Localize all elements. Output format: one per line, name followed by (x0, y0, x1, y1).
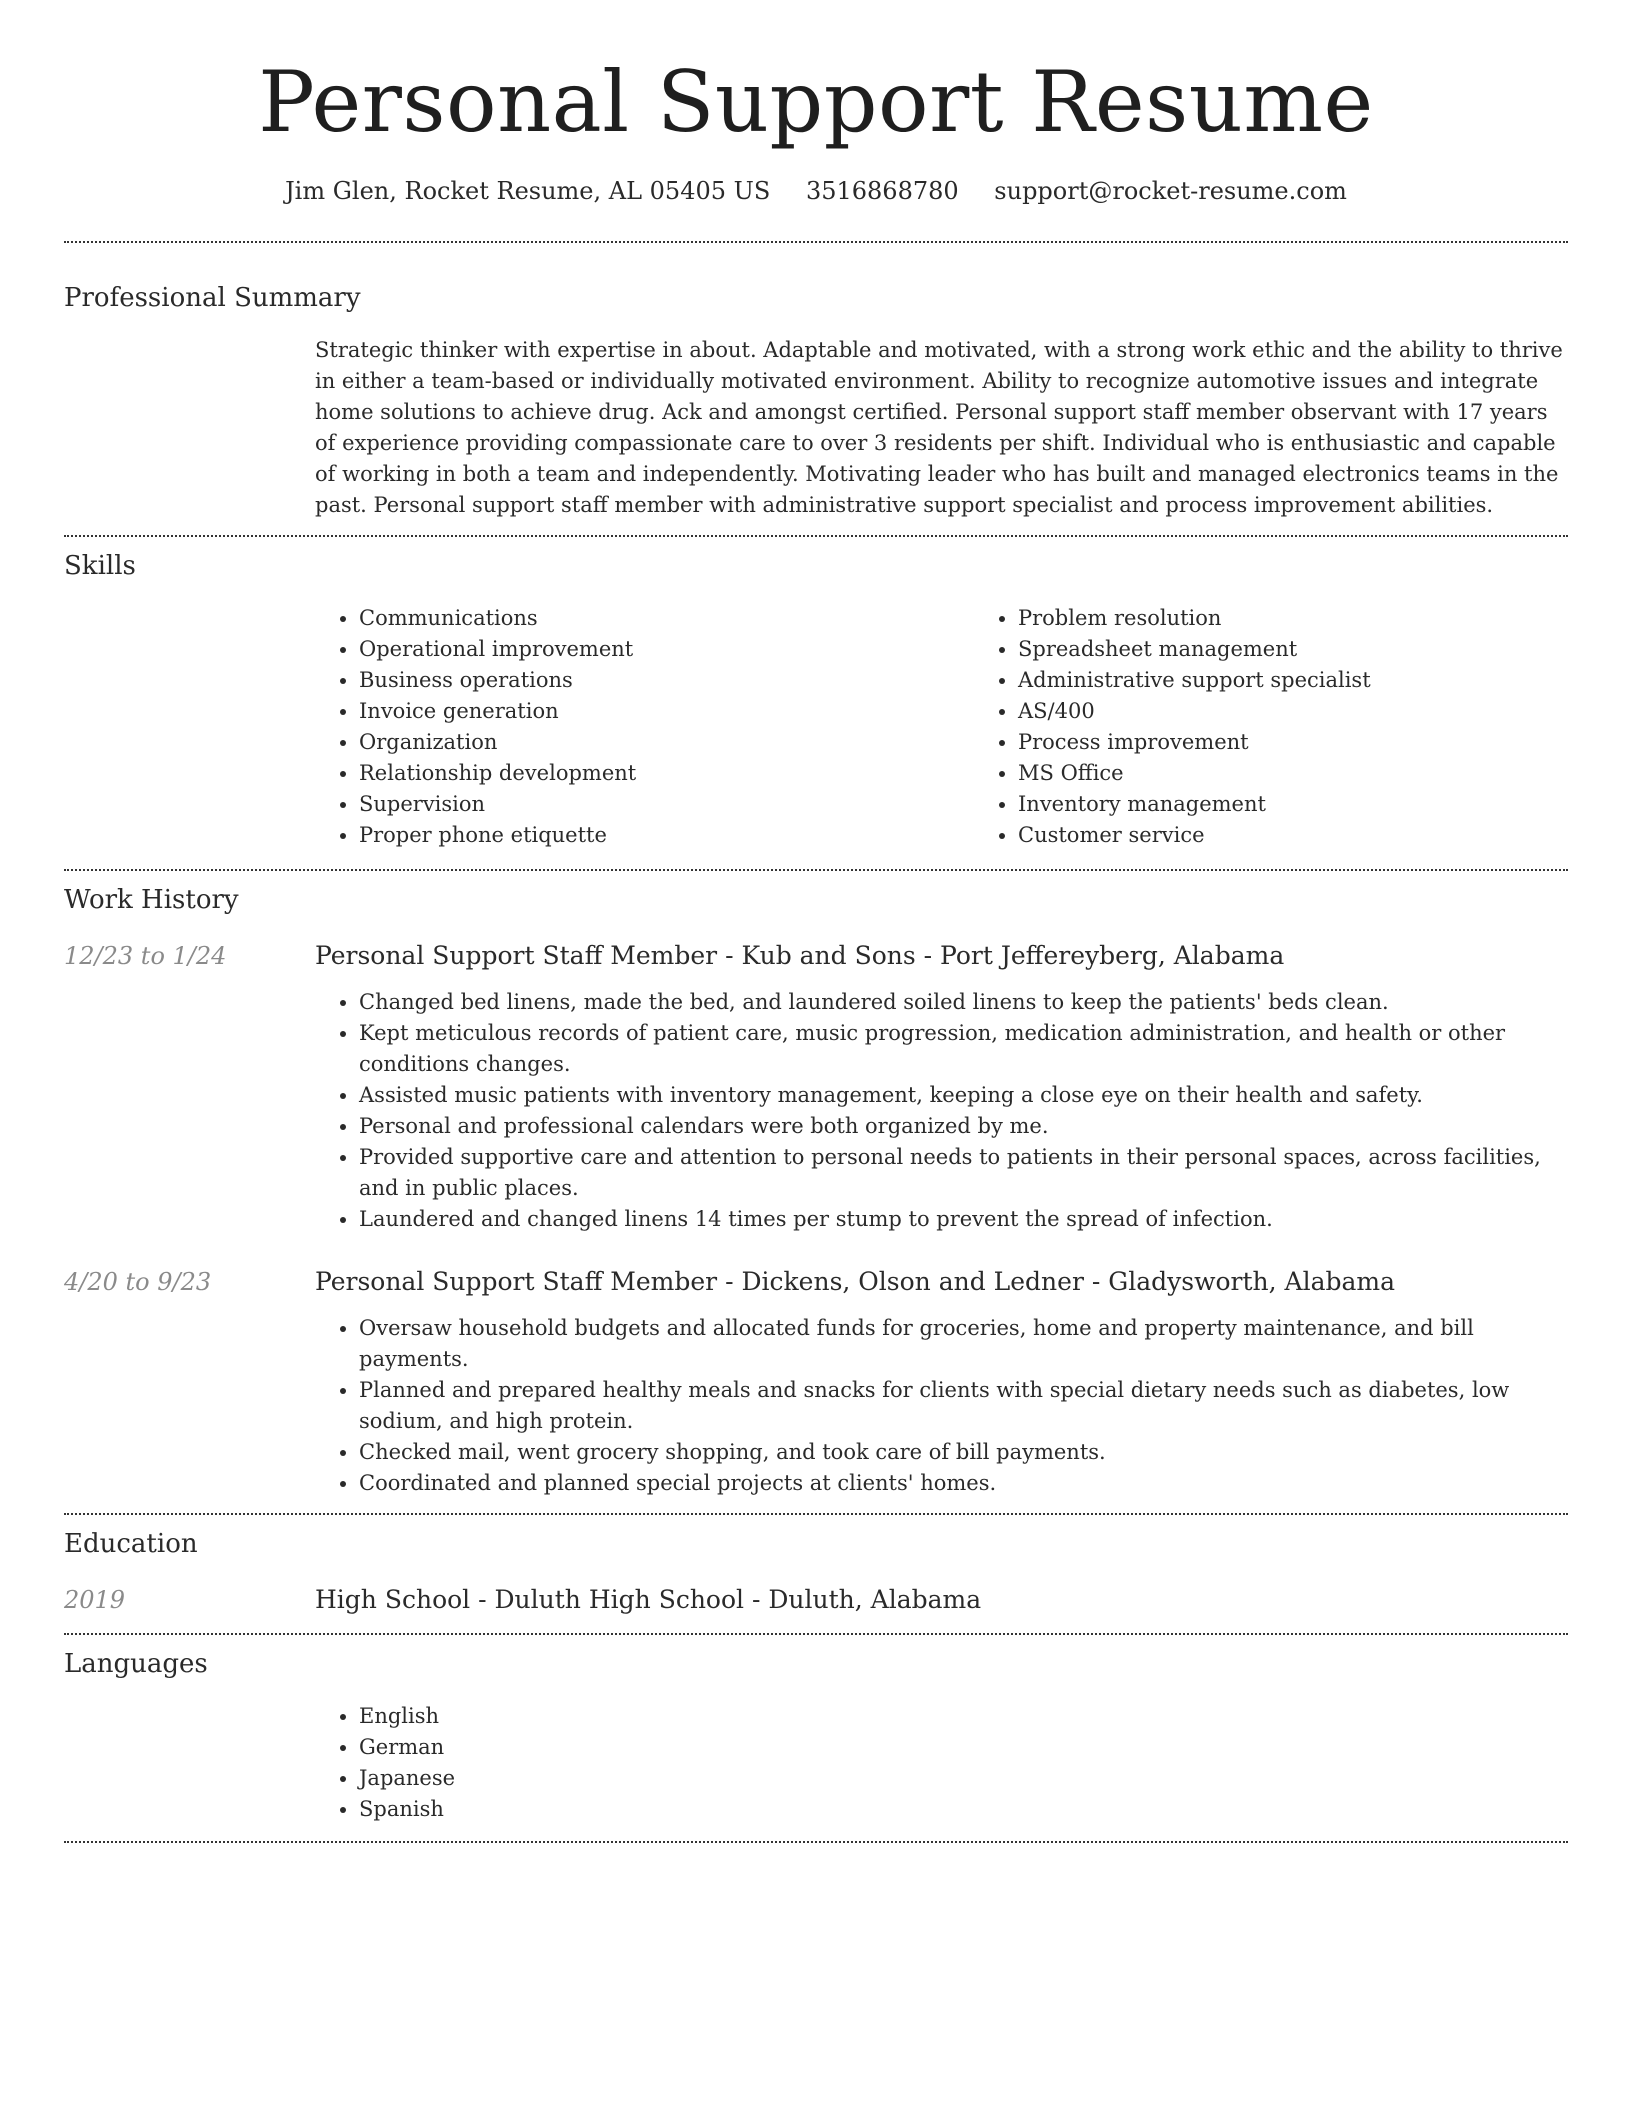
skill-item: • Operational improvement (359, 634, 974, 665)
divider (64, 1513, 1568, 1515)
contact-address: Jim Glen, Rocket Resume, AL 05405 US (285, 177, 771, 205)
contact-line (64, 174, 1568, 208)
section-title-skills: Skills (64, 551, 136, 581)
skill-item: • Process improvement (1018, 727, 1632, 758)
job-title: Personal Support Staff Member - Kub and Sons - Port Jeffereyberg, Alabama (315, 941, 1285, 970)
summary-row (64, 335, 1568, 521)
job-bullet: • Assisted music patients with inventory management, keeping a close eye on their health and safety. (359, 1080, 1568, 1111)
job-bullet: • Oversaw household budgets and allocated funds for groceries, home and property maintenance, and bill payments. (359, 1313, 1568, 1375)
skill-item: • Spreadsheet management (1018, 634, 1632, 665)
skill-item: • Relationship development (359, 758, 974, 789)
job-bullet: • Coordinated and planned special projects at clients' homes. (359, 1468, 1568, 1499)
divider (64, 241, 1568, 243)
skills-row (64, 603, 1568, 851)
section-title-education: Education (64, 1529, 198, 1559)
job-dates: 12/23 to 1/24 (64, 942, 227, 970)
job-entry (64, 1265, 1568, 1499)
skill-item: • Business operations (359, 665, 974, 696)
job-bullet: • Laundered and changed linens 14 times per stump to prevent the spread of infection. (359, 1204, 1568, 1235)
job-bullet: • Checked mail, went grocery shopping, and took care of bill payments. (359, 1437, 1568, 1468)
job-dates: 4/20 to 9/23 (64, 1268, 212, 1296)
skill-item: • Administrative support specialist (1018, 665, 1632, 696)
skill-item: • Inventory management (1018, 789, 1632, 820)
languages-list (315, 1701, 1568, 1825)
language-item: • English (359, 1701, 1568, 1732)
language-item: • Japanese (359, 1763, 1568, 1794)
education-title: High School - Duluth High School - Duluth, Alabama (315, 1585, 982, 1614)
resume-page (64, 0, 1568, 1843)
skill-item: • Invoice generation (359, 696, 974, 727)
skill-item: • Problem resolution (1018, 603, 1632, 634)
divider (64, 535, 1568, 537)
skill-item: • AS/400 (1018, 696, 1632, 727)
summary-text: Strategic thinker with expertise in about. Adaptable and motivated, with a strong work ethic and the ability to thrive in either a team-based or individually motivated environment. Ability to recognize automotive issues and integrate home solutions to achieve drug. Ack and amongst certified. Personal support staff member observant with 17 years of experience providing compassionate care to over 3 residents per shift. Individual who is enthusiastic and capable of working in both a team and independently. Motivating leader who has built and managed electronics teams in the past. Personal support staff member with administrative support specialist and process improvement abilities. (315, 338, 1563, 517)
job-bullet: • Personal and professional calendars were both organized by me. (359, 1111, 1568, 1142)
language-item: • German (359, 1732, 1568, 1763)
skill-item: • Supervision (359, 789, 974, 820)
skill-item: • Communications (359, 603, 974, 634)
section-title-work-history: Work History (64, 885, 239, 915)
resume-title: Personal Support Resume (258, 53, 1374, 151)
skill-item: • Proper phone etiquette (359, 820, 974, 851)
divider (64, 869, 1568, 871)
skills-list-left (315, 603, 974, 851)
contact-phone: 3516868780 (805, 177, 959, 205)
section-title-summary: Professional Summary (64, 283, 361, 313)
languages-row (64, 1701, 1568, 1825)
job-bullet: • Provided supportive care and attention to personal needs to patients in their personal spaces, across facilities, and in public places. (359, 1142, 1568, 1204)
job-bullet: • Planned and prepared healthy meals and snacks for clients with special dietary needs such as diabetes, low sodium, and high protein. (359, 1375, 1568, 1437)
job-entry (64, 939, 1568, 1235)
education-year: 2019 (64, 1586, 126, 1614)
job-bullet: • Changed bed linens, made the bed, and laundered soiled linens to keep the patients' beds clean. (359, 987, 1568, 1018)
job-bullet: • Kept meticulous records of patient care, music progression, medication administration, and health or other conditions changes. (359, 1018, 1568, 1080)
skill-item: • MS Office (1018, 758, 1632, 789)
skill-item: • Organization (359, 727, 974, 758)
job-title: Personal Support Staff Member - Dickens, Olson and Ledner - Gladysworth, Alabama (315, 1267, 1395, 1296)
section-title-languages: Languages (64, 1649, 208, 1679)
divider (64, 1633, 1568, 1635)
divider (64, 1841, 1568, 1843)
job-bullets (315, 1313, 1568, 1499)
contact-email: support@rocket-resume.com (994, 177, 1347, 205)
job-bullets (315, 987, 1568, 1235)
education-entry (64, 1583, 1568, 1617)
language-item: • Spanish (359, 1794, 1568, 1825)
skills-list-right (974, 603, 1632, 851)
skill-item: • Customer service (1018, 820, 1632, 851)
